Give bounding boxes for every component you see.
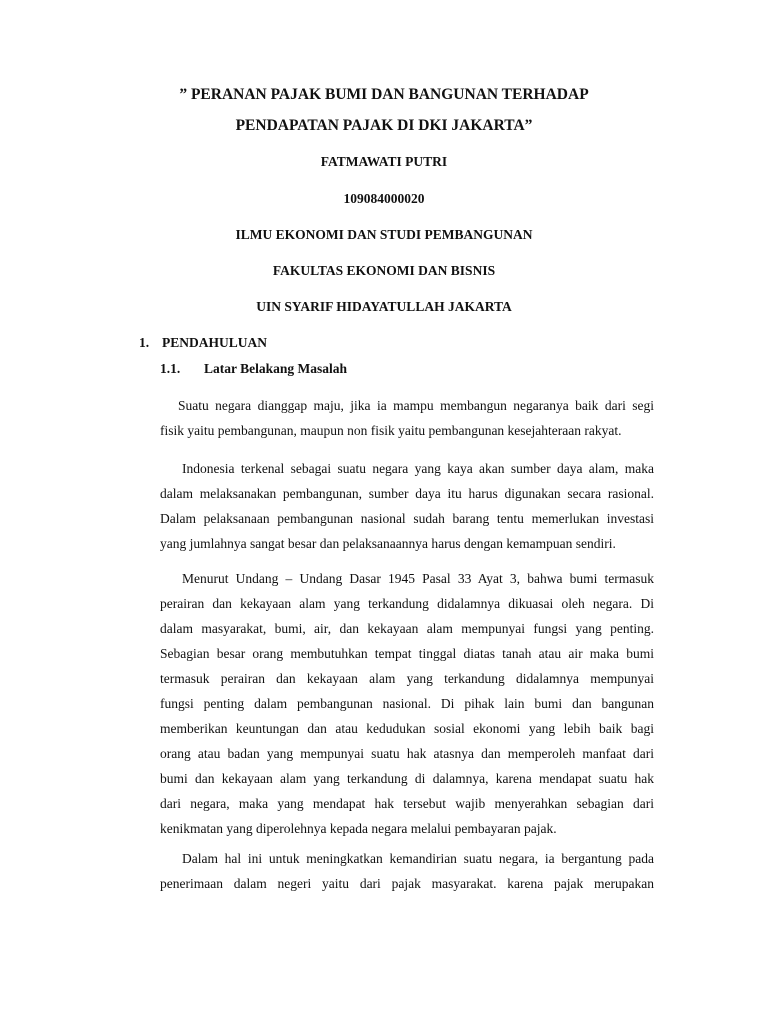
paragraph-2 [160,456,654,556]
study-program: ILMU EKONOMI DAN STUDI PEMBANGUNAN [235,227,533,242]
paragraph-line: fisik yaitu pembangunan, maupun non fisik yaitu pembangunan kesejahteraan rakyat. [160,423,622,438]
paragraph-line: dari negara, maka yang mendapat hak tersebut wajib menyerahkan sebagian dari [160,796,654,811]
paragraph-line: Dalam pelaksanaan pembangunan nasional sudah barang tentu memerlukan investasi [160,511,654,526]
paragraph-line: memberikan keuntungan dan atau kedudukan sosial ekonomi yang lebih baik bagi [160,721,654,736]
subsection-title: Latar Belakang Masalah [204,361,348,376]
document-title-line-2: PENDAPATAN PAJAK DI DKI JAKARTA” [235,117,533,134]
paragraph-line: Suatu negara dianggap maju, jika ia mampu membangun negaranya baik dari segi [178,398,654,413]
paragraph-line: fungsi penting dalam pembangunan nasional. Di pihak lain bumi dan bangunan [160,696,654,711]
paragraph-line: kenikmatan yang diperolehnya kepada negara melalui pembayaran pajak. [160,821,557,836]
paragraph-line: yang jumlahnya sangat besar dan pelaksanaannya harus dengan kemampuan sendiri. [160,536,616,551]
paragraph-3 [160,566,654,841]
paragraph-4 [160,846,654,896]
paragraph-line: dalam masyarakat, bumi, air, dan kekayaan alam mempunyai fungsi yang penting. [160,621,654,636]
author-name: FATMAWATI PUTRI [320,154,448,169]
paragraph-line: penerimaan dalam negeri yaitu dari pajak masyarakat. karena pajak merupakan [160,876,654,891]
document-title-line-1: ” PERANAN PAJAK BUMI DAN BANGUNAN TERHADAP [179,86,589,103]
paragraph-line: Menurut Undang – Undang Dasar 1945 Pasal 33 Ayat 3, bahwa bumi termasuk [182,571,654,586]
section-title: PENDAHULUAN [162,335,268,350]
section-number: 1. [139,335,150,350]
paragraph-1 [160,393,654,443]
paragraph-line: bumi dan kekayaan alam yang terkandung di dalamnya, karena mendapat suatu hak [160,771,654,786]
paragraph-line: dalam melaksanakan pembangunan, sumber daya itu harus digunakan secara rasional. [160,486,654,501]
student-id: 109084000020 [343,191,425,206]
university-name: UIN SYARIF HIDAYATULLAH JAKARTA [256,299,512,314]
paragraph-line: termasuk perairan dan kekayaan alam yang terkandung didalamnya mempunyai [160,671,654,686]
paragraph-line: Indonesia terkenal sebagai suatu negara yang kaya akan sumber daya alam, maka [182,461,654,476]
paragraph-line: Sebagian besar orang membutuhkan tempat tinggal diatas tanah atau air maka bumi [160,646,654,661]
paragraph-line: orang atau badan yang mempunyai suatu hak atasnya dan memperoleh manfaat dari [160,746,654,761]
paragraph-line: perairan dan kekayaan alam yang terkandung didalamnya dikuasai oleh negara. Di [160,596,654,611]
faculty-name: FAKULTAS EKONOMI DAN BISNIS [272,263,496,278]
subsection-number: 1.1. [160,361,181,376]
paragraph-line: Dalam hal ini untuk meningkatkan kemandirian suatu negara, ia bergantung pada [182,851,654,866]
